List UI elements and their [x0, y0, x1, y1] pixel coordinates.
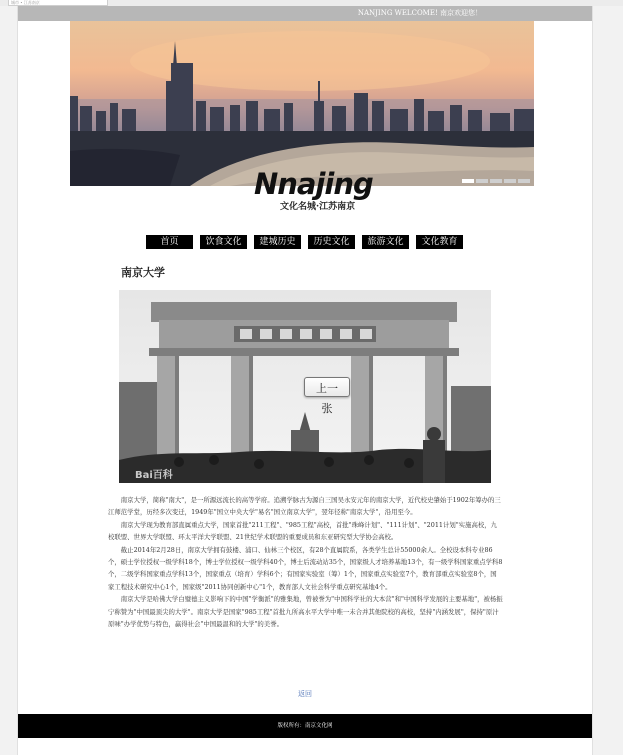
logo-subtitle: 文化名城·江苏南京 — [280, 202, 356, 212]
page-footer — [18, 714, 592, 738]
nav-item-historical-culture[interactable]: 历史文化 — [308, 235, 355, 249]
slide-dot[interactable] — [462, 179, 474, 183]
photo-gallery — [119, 290, 491, 483]
nav-item-city-history[interactable]: 建城历史 — [254, 235, 301, 249]
top-bar — [18, 6, 592, 21]
nav-item-tourism-culture[interactable]: 旅游文化 — [362, 235, 409, 249]
section-title: 南京大学 — [121, 266, 165, 279]
banner-slideshow — [70, 21, 534, 186]
article-paragraph: 截止2014年2月28日，南京大学拥有鼓楼、浦口、仙林三个校区，有28个直属院系，各类学生总计55000余人。全校设本科专业86个，硕士学位授权一级学科18个，博士学位授权一级学科40个，博士后流动站35个，国家级人才培养基地13个，有一级学科国家重点学科8个，二级学科国家重点学科13个，国家重点（培育）学科6个；有国家实验室（筹）1个，国家重点实验室7个，教育部重点实验室8个，国家工程技术研究中心1个，国家级"2011协同创新中心"1个，教育部人文社会科学重点研究基地4个。 — [108, 545, 503, 591]
baike-watermark: Bai百科 — [135, 470, 173, 481]
article-paragraph: 南京大学，简称"南大"，是一所源远流长的高等学府。追溯学脉古为源自三国吴永安元年的南京大学，近代校史肇始于1902年筹办的三江师范学堂，历经多次变迁，1949年"国立中央大学"易名"国立南京大学"，翌年径称"南京大学"，沿用至今。 — [108, 496, 501, 517]
slide-dot[interactable] — [490, 179, 502, 183]
nanjing-skyline-image — [70, 21, 534, 186]
logo-word: Nnajing — [254, 167, 373, 201]
article-body — [108, 494, 503, 630]
slide-indicators — [462, 179, 530, 183]
article-paragraph: 南京大学现为教育部直属重点大学，国家首批"211工程"、"985工程"高校，首批"珠峰计划"、"111计划"、"2011计划"实施高校，九校联盟、世界大学联盟、环太平洋大学联盟、21世纪学术联盟的重要成员和东亚研究型大学协会高校。 — [108, 520, 498, 542]
slide-dot[interactable] — [476, 179, 488, 183]
nav-item-food-culture[interactable]: 饮食文化 — [200, 235, 247, 249]
page-container — [17, 6, 593, 755]
article-paragraph: 南京大学是哈佛大学白璧德主义影响下的中国"学衡派"的雅集地，曾被誉为"中国科学社的大本营"和"中国科学发展的主要基地"，被杨振宁称赞为"中国最顶尖的大学"。南京大学是国家"985工程"首批九所高水平大学中唯一未合并其他院校的高校，坚持"内涵发展"，保持"原汁原味"办学优势与特色，赢得社会"中国最温和的大学"的美誉。 — [108, 595, 503, 629]
nav-item-education-culture[interactable]: 文化教育 — [416, 235, 463, 249]
copyright-text: 版权所有：南京文化网 — [277, 723, 333, 729]
slide-dot[interactable] — [504, 179, 516, 183]
previous-image-button[interactable]: 上一张 — [304, 377, 350, 397]
slide-dot[interactable] — [518, 179, 530, 183]
browser-tab[interactable]: 城市 • 江苏南京 — [8, 0, 108, 6]
site-logo — [254, 167, 374, 213]
welcome-text: NANJING WELCOME! 南京欢迎您！ — [357, 9, 482, 17]
nav-item-home[interactable]: 首页 — [146, 235, 193, 249]
back-link[interactable]: 返回 — [298, 690, 312, 698]
